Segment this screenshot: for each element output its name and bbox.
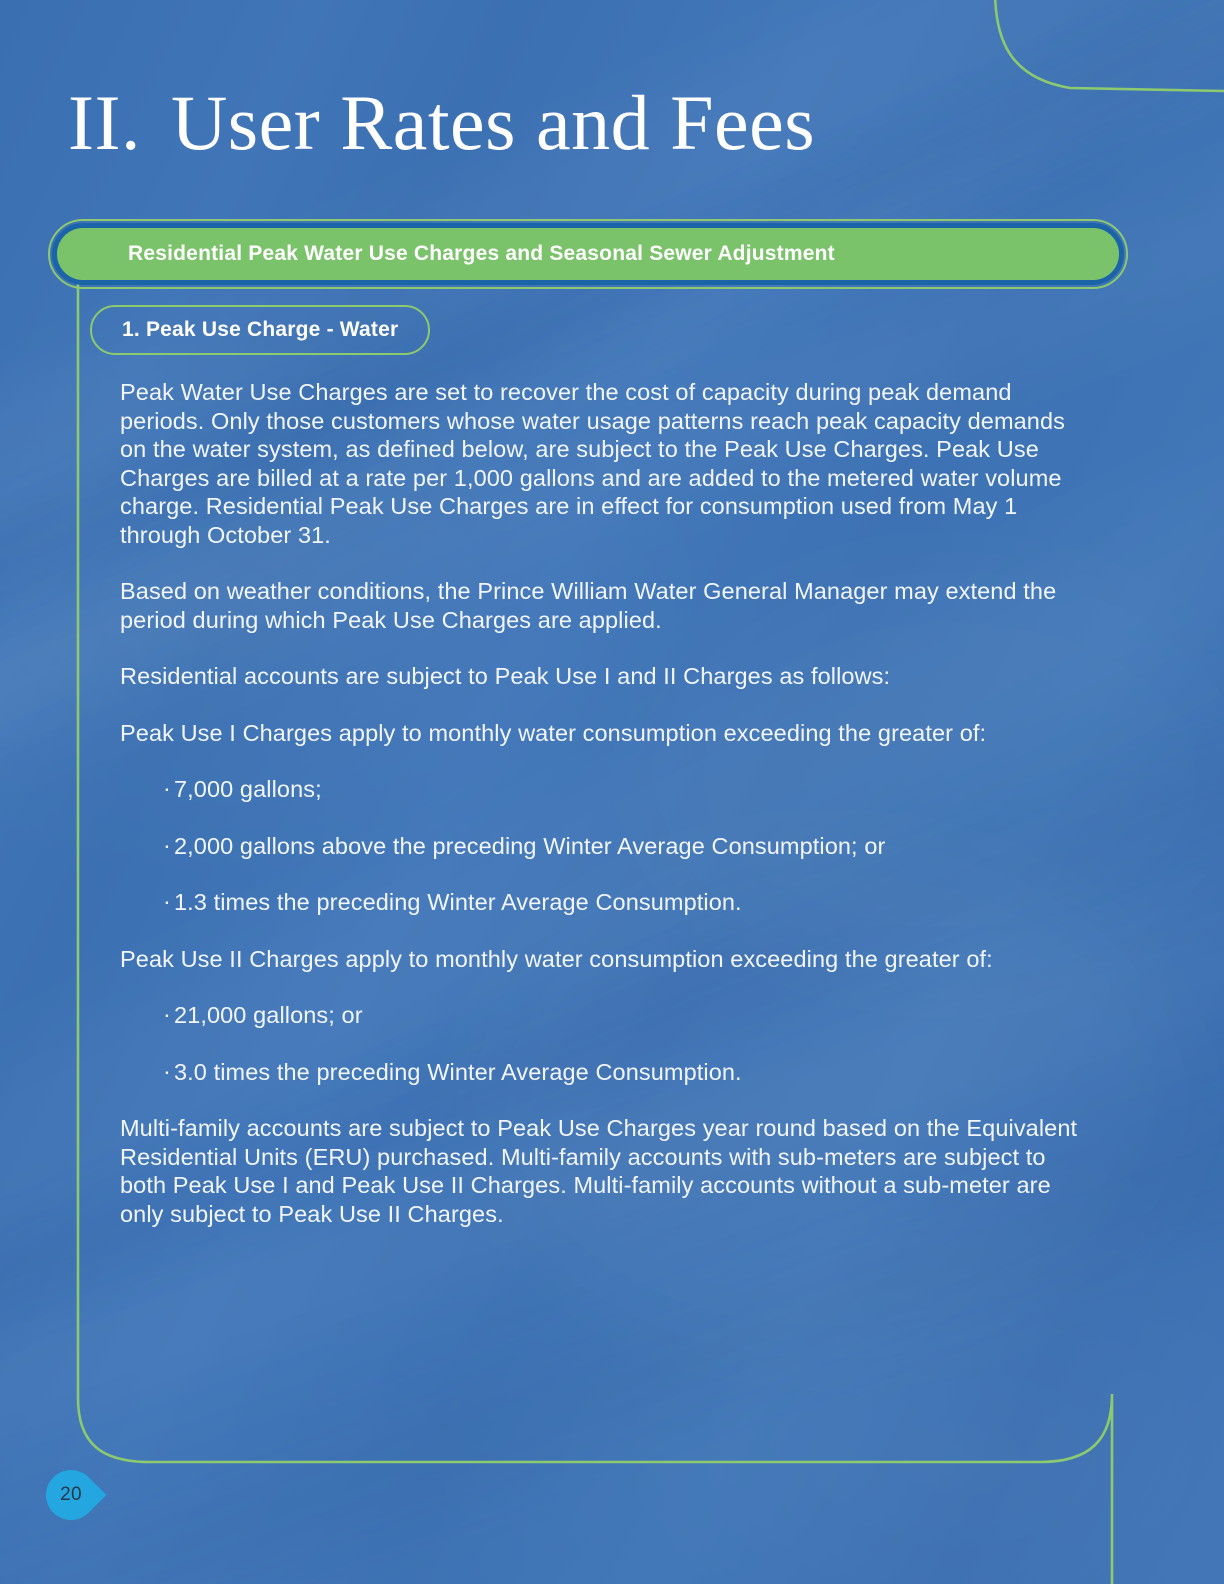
chapter-numeral: II. [68,79,141,166]
paragraph-5: Peak Use II Charges apply to monthly water consumption exceeding the greater of: [120,945,993,972]
list-item-text: 7,000 gallons; [174,776,322,802]
page-title [68,79,816,166]
banner-title: Residential Peak Water Use Charges and Seasonal Sewer Adjustment [128,242,835,265]
subsection-heading-label: 1. Peak Use Charge - Water [122,318,399,341]
peak-use-i-bullet-list [120,775,1095,917]
paragraph-4: Peak Use I Charges apply to monthly water consumption exceeding the greater of: [120,719,987,746]
section-body [120,378,1095,1256]
list-item [120,888,1095,917]
list-item-text: 21,000 gallons; or [174,1002,363,1028]
page-number: 20 [60,1484,82,1505]
list-item-text: 2,000 gallons above the preceding Winter Average Consumption; or [174,832,886,859]
top-right-curve-line [995,0,1224,91]
subsection-heading-pill [90,305,430,355]
list-item [120,832,1095,861]
list-item-text: 1.3 times the preceding Winter Average Consumption. [174,889,742,915]
peak-use-ii-bullet-list [120,1001,1095,1086]
paragraph-1: Peak Water Use Charges are set to recover the cost of capacity during peak demand periods. Only those customers whose water usage patterns reach peak capacity demands on the water system, as defined below, are subject to the Peak Use Charges. Peak Use Charges are billed at a rate per 1,000 gallons and are added to the metered water volume charge. Residential Peak Use Charges are in effect for consumption used from May 1 through October 31. [120,379,1065,548]
list-item [120,1058,1095,1087]
list-item [120,775,1095,804]
chapter-title-text: User Rates and Fees [170,79,816,166]
paragraph-2: Based on weather conditions, the Prince William Water General Manager may extend the period during which Peak Use Charges are applied. [120,578,1057,633]
paragraph-3: Residential accounts are subject to Peak Use I and II Charges as follows: [120,663,891,689]
list-item [120,1001,1095,1030]
list-item-text: 3.0 times the preceding Winter Average Consumption. [174,1058,742,1085]
banner-pill [57,228,1119,280]
paragraph-6: Multi-family accounts are subject to Peak Use Charges year round based on the Equivalent Residential Units (ERU) purchased. Multi-family accounts with sub-meters are subject to both Peak Use I and Peak Use II Charges. Multi-family accounts without a sub-meter are only subject to Peak Use II Charges. [120,1115,1078,1227]
section-banner [48,219,1128,289]
